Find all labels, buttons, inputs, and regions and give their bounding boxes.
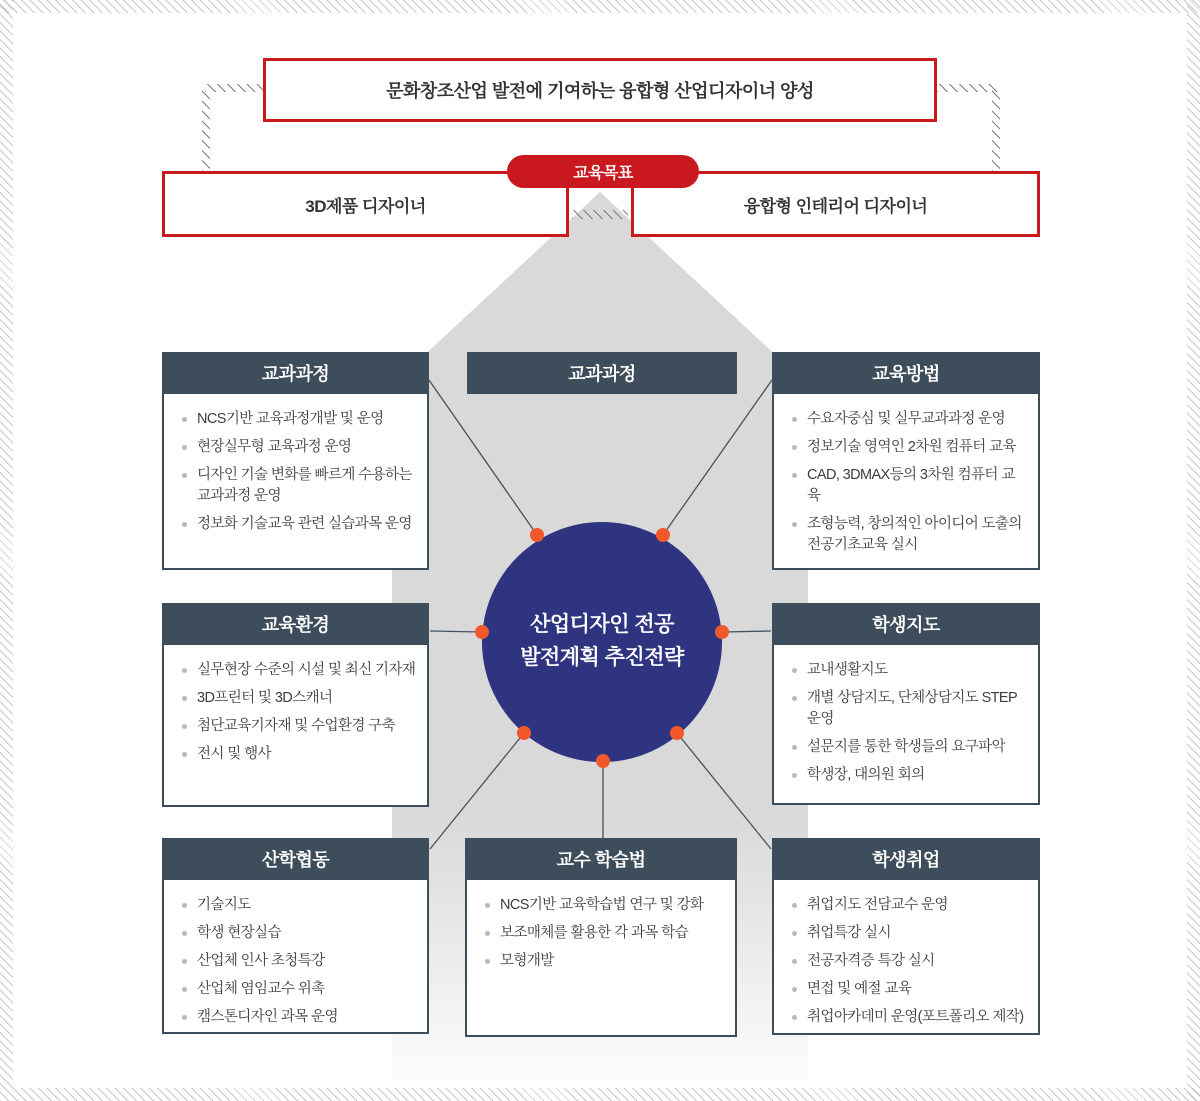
bullet-dot — [792, 445, 797, 450]
list-item — [483, 895, 725, 916]
bullet-dot — [792, 417, 797, 422]
list-item — [790, 437, 1028, 458]
dashed-connector-left-vertical — [202, 90, 210, 171]
list-item — [180, 744, 417, 765]
list-item — [790, 951, 1028, 972]
bullet-dot — [792, 696, 797, 701]
list-item-text: NCS기반 교육과정개발 및 운영 — [197, 411, 384, 427]
section-industry-cooperation — [162, 838, 429, 1034]
section-header — [162, 838, 429, 880]
list-item — [790, 923, 1028, 944]
section-title: 학생취업 — [872, 850, 940, 870]
list-item-text: CAD, 3DMAX등의 3차원 컴퓨터 교육 — [807, 467, 1015, 505]
list-item — [180, 660, 417, 681]
list-item — [180, 465, 417, 507]
bullet-dot — [792, 959, 797, 964]
list-item — [180, 895, 417, 916]
list-item-text: 학생 현장실습 — [197, 925, 281, 942]
section-item-list — [772, 394, 1040, 570]
list-item — [790, 465, 1028, 507]
list-item-text: 첨단교육기자재 및 수업환경 구축 — [197, 718, 395, 735]
bullet-dot — [182, 522, 187, 527]
section-header — [465, 838, 737, 880]
list-item — [790, 1007, 1028, 1028]
bullet-dot — [792, 903, 797, 908]
section-title: 교수 학습법 — [556, 850, 646, 870]
list-item-text: 정보화 기술교육 관련 실습과목 운영 — [197, 516, 412, 533]
track-right-text: 융합형 인테리어 디자이너 — [743, 196, 928, 216]
list-item — [483, 923, 725, 944]
list-item-text: 산업체 인사 초청특강 — [197, 953, 325, 970]
list-item-text: 모형개발 — [500, 953, 554, 970]
bullet-dot — [792, 987, 797, 992]
strategy-circle-line1: 산업디자인 전공 — [530, 613, 674, 637]
list-item-text: 취업지도 전담교수 운영 — [807, 897, 948, 913]
list-item — [790, 979, 1028, 1000]
section-header — [162, 603, 429, 645]
bullet-dot — [485, 931, 490, 936]
list-item-text: 취업특강 실시 — [807, 925, 891, 942]
list-item-text: 정보기술 영역인 2차원 컴퓨터 교육 — [807, 439, 1016, 456]
section-title: 산학협동 — [261, 850, 330, 870]
section-education-method — [772, 352, 1040, 570]
list-item-text: 취업아카데미 운영(포트폴리오 제작) — [807, 1009, 1024, 1026]
section-education-environment — [162, 603, 429, 807]
strategy-circle-line2: 발전계획 추진전략 — [520, 646, 684, 669]
list-item — [180, 437, 417, 458]
section-item-list — [162, 645, 429, 807]
bullet-dot — [182, 668, 187, 673]
bullet-dot — [182, 473, 187, 478]
list-item — [790, 514, 1028, 556]
education-goal-badge-text: 교육목표 — [573, 165, 633, 182]
list-item — [790, 765, 1028, 786]
section-header — [467, 352, 737, 394]
section-title: 교과과정 — [261, 364, 330, 384]
list-item — [180, 409, 417, 430]
bullet-dot — [182, 752, 187, 757]
list-item-text: 학생장, 대의원 회의 — [807, 767, 925, 784]
list-item-text: 보조매체를 활용한 각 과목 학습 — [500, 925, 689, 942]
section-title: 교과과정 — [568, 364, 636, 384]
bullet-dot — [792, 931, 797, 936]
dashed-connector-center — [572, 210, 628, 219]
list-item-text: 전공자격증 특강 실시 — [807, 953, 935, 970]
list-item-text: 면접 및 예절 교육 — [807, 981, 912, 998]
section-header — [162, 352, 429, 394]
list-item-text: 수요자중심 및 실무교과과정 운영 — [807, 411, 1005, 427]
track-left-text: 3D제품 디자이너 — [305, 196, 426, 216]
section-curriculum-left — [162, 352, 429, 570]
dashed-connector-right-vertical — [992, 90, 1000, 171]
list-item — [483, 951, 725, 972]
track-box-3d-product-designer — [162, 171, 569, 237]
page-border-left — [0, 0, 13, 1101]
bullet-dot — [182, 445, 187, 450]
section-header — [772, 352, 1040, 394]
goal-statement-box — [263, 58, 937, 122]
list-item — [790, 688, 1028, 730]
list-item-text: 교내생활지도 — [807, 662, 888, 678]
list-item — [180, 979, 417, 1000]
list-item — [790, 409, 1028, 430]
section-item-list — [162, 394, 429, 570]
bullet-dot — [792, 773, 797, 778]
section-item-list — [465, 880, 737, 1037]
list-item-text: 현장실무형 교육과정 운영 — [197, 439, 352, 456]
list-item-text: 캠스톤디자인 과목 운영 — [197, 1009, 338, 1026]
bullet-dot — [182, 696, 187, 701]
bullet-dot — [485, 959, 490, 964]
bullet-dot — [182, 417, 187, 422]
bullet-dot — [182, 987, 187, 992]
list-item-text: NCS기반 교육학습법 연구 및 강화 — [500, 897, 704, 913]
list-item-text: 디자인 기술 변화를 빠르게 수용하는 교과과정 운영 — [197, 467, 412, 505]
goal-statement-text: 문화창조산업 발전에 기여하는 융합형 산업디자이너 양성 — [386, 81, 814, 101]
section-title: 교육방법 — [872, 364, 940, 384]
list-item-text: 개별 상담지도, 단체상담지도 STEP운영 — [807, 690, 1018, 728]
section-student-guidance — [772, 603, 1040, 805]
section-item-list — [772, 880, 1040, 1035]
list-item-text: 3D프린터 및 3D스캐너 — [197, 690, 333, 707]
bullet-dot — [792, 473, 797, 478]
dashed-connector-right-horizontal — [937, 84, 997, 92]
section-item-list — [162, 880, 429, 1034]
section-header — [772, 838, 1040, 880]
section-item-list — [772, 645, 1040, 805]
page-border-top — [0, 0, 1200, 13]
list-item — [180, 514, 417, 535]
list-item — [180, 716, 417, 737]
bullet-dot — [792, 522, 797, 527]
list-item-text: 기술지도 — [197, 897, 251, 913]
bullet-dot — [792, 745, 797, 750]
list-item — [180, 923, 417, 944]
list-item — [180, 688, 417, 709]
list-item — [180, 951, 417, 972]
list-item-text: 전시 및 행사 — [197, 746, 271, 763]
bullet-dot — [182, 959, 187, 964]
bullet-dot — [792, 1015, 797, 1020]
bullet-dot — [485, 903, 490, 908]
list-item-text: 실무현장 수준의 시설 및 최신 기자재 — [197, 662, 416, 678]
bullet-dot — [792, 668, 797, 673]
list-item-text: 조형능력, 창의적인 아이디어 도출의 전공기초교육 실시 — [807, 516, 1022, 554]
section-title: 학생지도 — [872, 615, 940, 635]
bullet-dot — [182, 1015, 187, 1020]
list-item-text: 설문지를 통한 학생들의 요구파악 — [807, 739, 1005, 756]
section-header — [772, 603, 1040, 645]
bullet-dot — [182, 903, 187, 908]
list-item-text: 산업체 염임교수 위촉 — [197, 981, 325, 998]
strategy-circle — [482, 522, 722, 762]
page-border-right — [1187, 0, 1200, 1101]
dashed-connector-left-horizontal — [205, 84, 263, 92]
section-student-employment — [772, 838, 1040, 1035]
section-curriculum-center — [467, 352, 737, 394]
page-border-bottom — [0, 1088, 1200, 1101]
list-item — [790, 895, 1028, 916]
section-teaching-learning-method — [465, 838, 737, 1037]
section-title: 교육환경 — [261, 615, 330, 635]
list-item — [790, 737, 1028, 758]
bullet-dot — [182, 724, 187, 729]
bullet-dot — [182, 931, 187, 936]
list-item — [790, 660, 1028, 681]
education-goal-badge — [507, 155, 699, 188]
list-item — [180, 1007, 417, 1028]
